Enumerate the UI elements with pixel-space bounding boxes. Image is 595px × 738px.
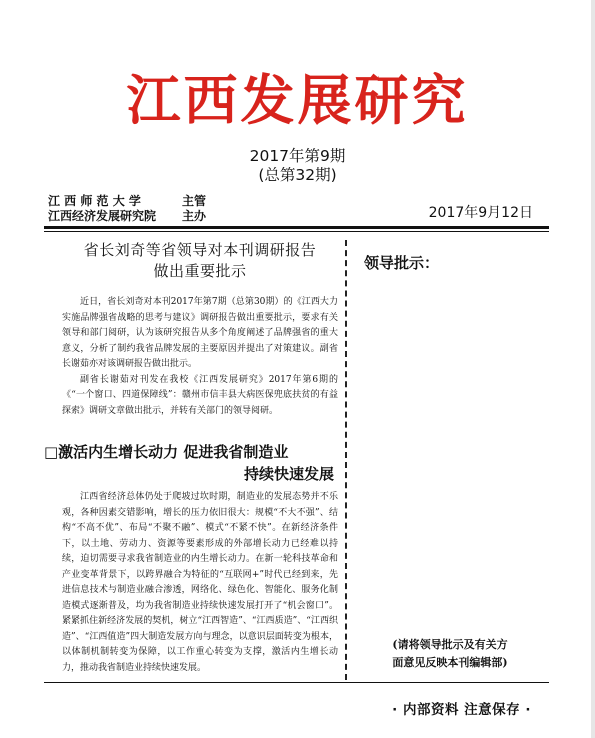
footer-rule <box>44 682 549 683</box>
note-line: 面意见反映本刊编辑部) <box>392 656 508 669</box>
article2-paragraph: 江西省经济总体仍处于爬坡过坎时期，制造业的发展态势并不乐观，各种因素交错影响，增长的压力依旧很大：规模“不大不强”、结构“不高不优”、布局“不聚不融”、模式“不紧不快”。在新经济条件下，以土地、劳动力、资源等要素形成的外部增长动力已经难以持续，迫切需要寻求我省制造业的内生增长动力。在新一轮科技革命和产业变革背景下，以跨界融合为特征的“互联网+”时代已经到来，先进信息技术与制造业融合渗透，网络化、绿色化、智能化、服务化制造模式逐渐普及，均为我省制造业持续快速发展打开了“机会窗口”。紧紧抓住新经济发展的契机，树立“江西智造”、“江西质造”、“江西织造”、“江西值造”四大制造发展方向与理念，以意识层面转变为根本，以体制机制转变为保障，以工作重心转变为支撑，激活内生增长动力，推动我省制造业持续快速发展。 <box>62 492 338 673</box>
instructions-note <box>352 636 548 672</box>
footer-label: · 内部资料 注意保存 · <box>392 702 531 718</box>
sponsor-row <box>48 209 206 224</box>
header-rule-thin <box>44 231 549 232</box>
article2-title <box>44 441 338 485</box>
sponsor-name: 江 西 师 范 大 学 <box>48 194 141 208</box>
column-divider <box>345 240 347 680</box>
masthead-title: 江西发展研究 <box>126 68 469 132</box>
article2-title-line: 持续快速发展 <box>243 465 334 483</box>
sponsor-row <box>48 194 206 209</box>
instructions-title: 领导批示： <box>364 254 440 272</box>
sponsor-name: 江西经济发展研究院 <box>48 209 157 223</box>
headline-line: 省长刘奇等省领导对本刊调研报告 <box>83 241 317 259</box>
issue-total-number: (总第32期) <box>258 166 337 184</box>
note-line: (请将领导批示及有关方 <box>392 638 508 651</box>
article2-body <box>62 490 338 676</box>
article2-title-line: □激活内生增长动力 促进我省制造业 <box>44 443 289 461</box>
article1-paragraph: 副省长谢茹对刊发在我校《江西发展研究》2017年第6期的《“一个窗口、四道保障线”：赣州市信丰县大病医保兜底扶贫的有益探索》调研文章做出批示，并转有关部门的领导阅研。 <box>62 374 338 416</box>
header-rule-thick <box>44 226 549 229</box>
headline-line: 做出重要批示 <box>153 262 247 280</box>
sponsor-role: 主管 <box>182 194 207 208</box>
article1-headline <box>62 240 338 282</box>
article1-paragraph: 近日，省长刘奇对本刊2017年第7期（总第30期）的《江西大力实施品牌强省战略的思考与建议》调研报告做出重要批示，要求有关领导和部门阅研，认为该研究报告从多个角度阐述了品牌强省的重大意义，分析了制约我省品牌发展的主要原因并提出了对策建议。副省长谢茹亦对该调研报告做出批示。 <box>62 297 338 369</box>
article1-body <box>62 295 338 419</box>
issue-number: 2017年第9期 <box>249 147 346 165</box>
publish-date: 2017年9月12日 <box>428 205 533 221</box>
sponsor-role: 主办 <box>182 209 207 223</box>
